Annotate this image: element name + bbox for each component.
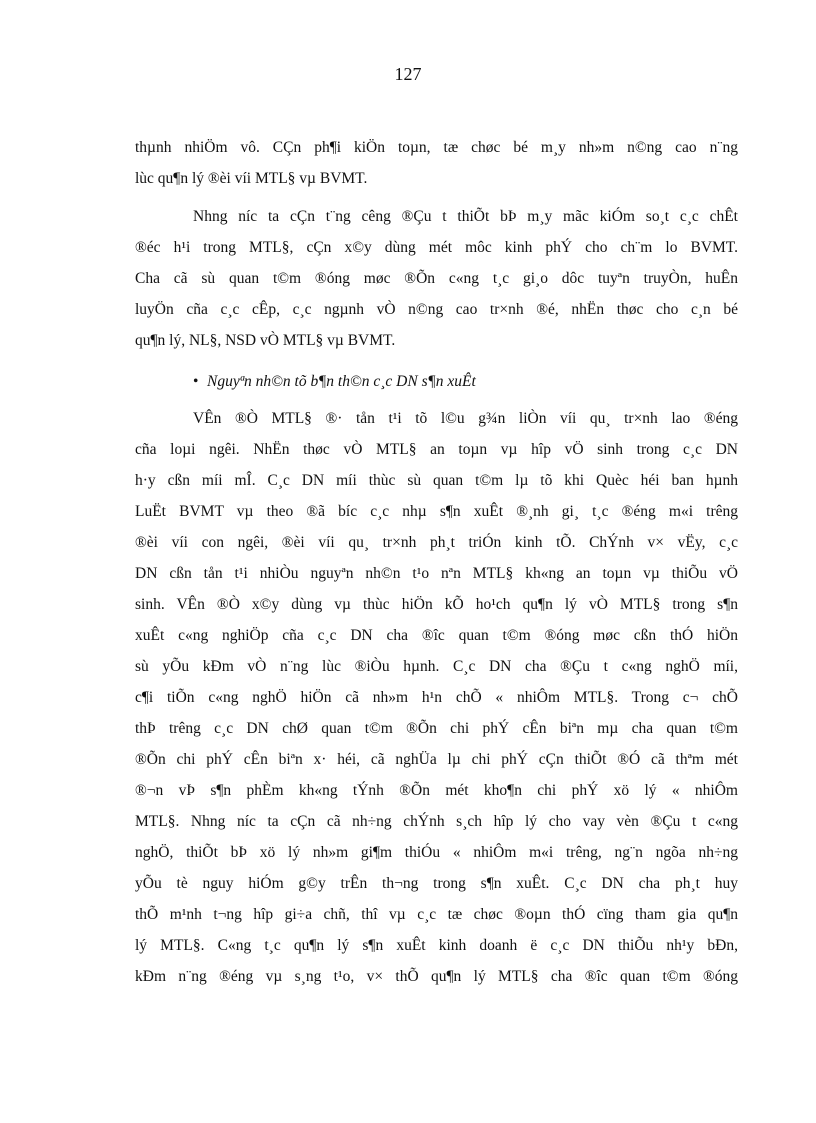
- text-line: ®¬n vÞ s¶n phÈm kh«ng tÝnh ®Õn mét kho¶n chi phÝ xö lý « nhiÔm: [135, 782, 738, 799]
- text-line: ®éc h¹i trong MTL§, cÇn x©y dùng mét môc kinh phÝ cho ch¨m lo BVMT.: [135, 239, 738, 256]
- text-line: Nhng níc ta cÇn t¨ng cêng ®Çu t thiÕt bÞ m¸y mãc kiÓm so¸t c¸c chÊt: [193, 208, 738, 225]
- text-line: cña loµi ngêi. NhËn thøc vÒ MTL§ an toµn vµ hîp vÖ sinh trong c¸c DN: [135, 441, 738, 458]
- text-line: sinh. VÊn ®Ò x©y dùng vµ thùc hiÖn kÕ ho¹ch qu¶n lý vÒ MTL§ trong s¶n: [135, 596, 738, 613]
- bullet-text: Nguyªn nh©n tõ b¶n th©n c¸c DN s¶n xuÊt: [207, 373, 476, 390]
- page-number: 127: [394, 64, 422, 84]
- bullet-heading: [135, 366, 738, 397]
- text-line: nghÖ, thiÕt bÞ xö lý nh»m gi¶m thiÓu « nhiÔm m«i trêng, ng¨n ngõa nh÷ng: [135, 844, 738, 861]
- text-line: lý MTL§. C«ng t¸c qu¶n lý s¶n xuÊt kinh doanh ë c¸c DN thiÕu nh¹y bÐn,: [135, 937, 738, 954]
- text-line: DN cßn tån t¹i nhiÒu nguyªn nh©n t¹o nªn MTL§ kh«ng an toµn vµ thiÕu vÖ: [135, 565, 738, 582]
- text-line: thÕ m¹nh t¬ng hîp gi÷a chñ, thî vµ c¸c tæ chøc ®oµn thÓ cïng tham gia qu¶n: [135, 906, 738, 923]
- text-line: Cha cã sù quan t©m ®óng møc ®Õn c«ng t¸c gi¸o dôc tuyªn truyÒn, huÊn: [135, 270, 738, 287]
- text-line: xuÊt c«ng nghiÖp cña c¸c DN cha ®îc quan t©m ®óng møc cßn thÓ hiÖn: [135, 627, 738, 644]
- text-line: kÐm n¨ng ®éng vµ s¸ng t¹o, v× thÕ qu¶n lý MTL§ cha ®îc quan t©m ®óng: [135, 968, 738, 985]
- text-line: yÕu tè nguy hiÓm g©y trÊn th¬ng trong s¶n xuÊt. C¸c DN cha ph¸t huy: [135, 875, 738, 892]
- text-line: qu¶n lý, NL§, NSD vÒ MTL§ vµ BVMT.: [135, 332, 396, 349]
- text-line: VÊn ®Ò MTL§ ®· tån t¹i tõ l©u g¾n liÒn víi qu¸ tr×nh lao ®éng: [193, 410, 738, 427]
- text-line: thµnh nhiÖm vô. CÇn ph¶i kiÖn toµn, tæ chøc bé m¸y nh»m n©ng cao n¨ng: [135, 139, 738, 156]
- text-line: luyÖn cña c¸c cÊp, c¸c ngµnh vÒ n©ng cao tr×nh ®é, nhËn thøc cho c¸n bé: [135, 301, 738, 318]
- text-line: ®èi víi con ngêi, ®èi víi qu¸ tr×nh ph¸t triÓn kinh tÕ. ChÝnh v× vËy, c¸c: [135, 534, 738, 551]
- text-line: ®Õn chi phÝ cÊn biªn x· héi, cã nghÜa lµ chi phÝ cÇn thiÕt ®Ó cã thªm mét: [135, 751, 738, 768]
- text-line: thÞ trêng c¸c DN chØ quan t©m ®Õn chi phÝ cÊn biªn mµ cha quan t©m: [135, 720, 738, 737]
- paragraph-3: [135, 403, 738, 992]
- bullet-icon: •: [193, 373, 199, 390]
- text-line: lùc qu¶n lý ®èi víi MTL§ vµ BVMT.: [135, 170, 368, 187]
- paragraph-2: [135, 201, 738, 356]
- paragraph-1: [135, 132, 738, 194]
- text-line: sù yÕu kÐm vÒ n¨ng lùc ®iÒu hµnh. C¸c DN cha ®Çu t c«ng nghÖ míi,: [135, 658, 738, 675]
- text-line: h·y cßn míi mÎ. C¸c DN míi thùc sù quan t©m lµ tõ khi Quèc héi ban hµnh: [135, 472, 738, 489]
- text-line: c¶i tiÕn c«ng nghÖ hiÖn cã nh»m h¹n chÕ « nhiÔm MTL§. Trong c¬ chÕ: [135, 689, 738, 706]
- text-line: MTL§. Nhng níc ta cÇn cã nh÷ng chÝnh s¸ch hîp lý cho vay vèn ®Çu t c«ng: [135, 813, 738, 830]
- text-line: LuËt BVMT vµ theo ®ã bíc c¸c nhµ s¶n xuÊt ®¸nh gi¸ t¸c ®éng m«i trêng: [135, 503, 738, 520]
